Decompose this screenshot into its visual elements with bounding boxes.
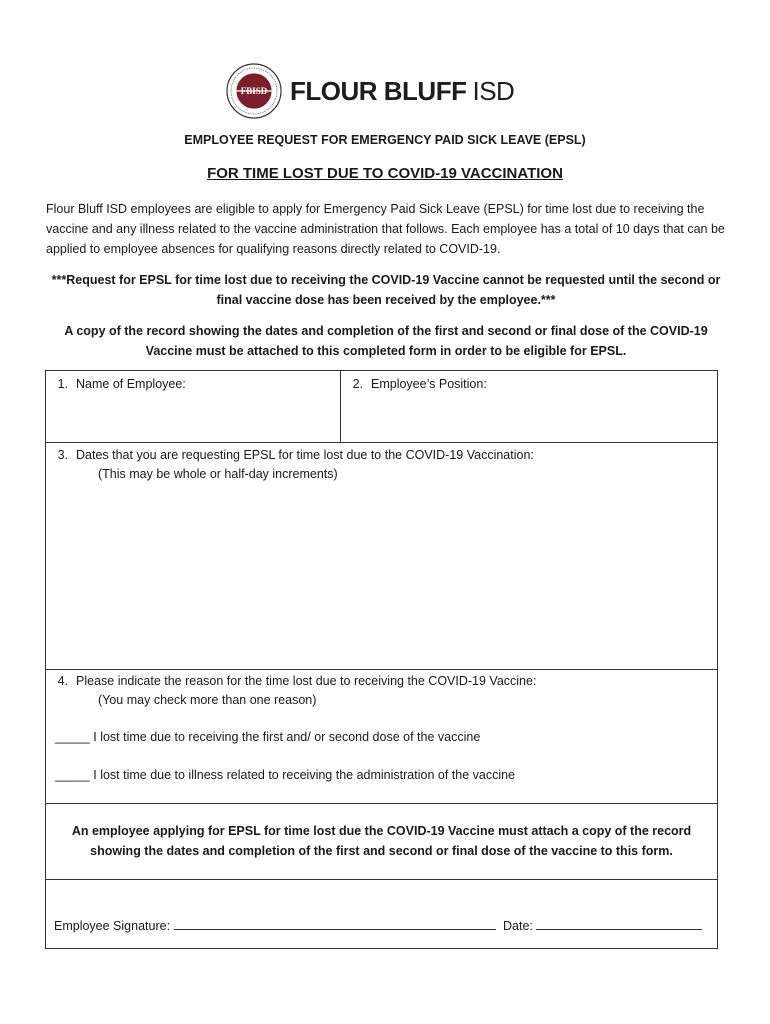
requested-dates-label: Dates that you are requesting EPSL for time lost due to the COVID-19 Vaccination: (76, 448, 534, 462)
brand-wordmark (290, 76, 514, 107)
checkbox-blank-illness[interactable]: _____ (55, 768, 90, 782)
signature-row (54, 917, 702, 933)
attachment-notice: An employee applying for EPSL for time lost due the COVID-19 Vaccine must attach a copy of the record showing the dates and completion of the first and second or final dose of the vaccine to this form. (71, 824, 692, 858)
employee-name-label: Name of Employee: (76, 377, 186, 391)
logo (226, 62, 514, 120)
signature-field[interactable] (174, 917, 496, 930)
requested-dates-hint: (This may be whole or half-day increments) (98, 467, 338, 481)
date-label: Date: (503, 919, 533, 933)
signature-label: Employee Signature: (54, 919, 171, 933)
reason-label: Please indicate the reason for the time lost due to receiving the COVID-19 Vaccine: (76, 674, 537, 688)
q4-number: 4. (57, 674, 68, 688)
form-subtitle-text: FOR TIME LOST DUE TO COVID-19 VACCINATION (207, 165, 563, 182)
q1-number: 1. (57, 377, 68, 391)
employee-name-field[interactable] (46, 371, 340, 442)
reason-option-dose-text: I lost time due to receiving the first and/ or second dose of the vaccine (93, 730, 481, 744)
request-form (45, 370, 718, 949)
requested-dates-field[interactable] (46, 443, 717, 669)
brand-suffix: ISD (472, 75, 515, 106)
q3-number: 3. (57, 448, 68, 462)
employee-position-field[interactable] (341, 371, 718, 442)
district-seal-icon (226, 63, 282, 119)
reason-hint: (You may check more than one reason) (98, 693, 317, 707)
reason-option-illness[interactable] (55, 766, 515, 785)
reason-section (46, 670, 717, 803)
record-requirement: A copy of the record showing the dates and completion of the first and second or final dose of the COVID-19 Vaccine must be attached to this completed form in order to be eligible for EPSL. (64, 324, 708, 358)
date-field[interactable] (536, 917, 702, 930)
form-subtitle (0, 165, 770, 182)
brand-name: FLOUR BLUFF (290, 75, 467, 106)
reason-option-illness-text: I lost time due to illness related to receiving the administration of the vaccine (93, 768, 515, 782)
checkbox-blank-dose[interactable]: _____ (55, 730, 90, 744)
intro-paragraph: Flour Bluff ISD employees are eligible to apply for Emergency Paid Sick Leave (EPSL) for time lost due to receiving the vaccine and any illness related to the vaccine administration that follows. Each employee has a total of 10 days that can be applied to employee absences for qualifying reasons directly related to COVID-19. (46, 202, 725, 256)
seal-text: FBISD (240, 86, 268, 96)
employee-position-label: Employee’s Position: (371, 377, 487, 391)
q2-number: 2. (352, 377, 363, 391)
reason-option-first-second-dose[interactable] (55, 728, 480, 747)
form-title: EMPLOYEE REQUEST FOR EMERGENCY PAID SICK LEAVE (EPSL) (184, 133, 586, 147)
vaccine-dose-notice: ***Request for EPSL for time lost due to receiving the COVID-19 Vaccine cannot be requested until the second or final vaccine dose has been received by the employee.*** (51, 273, 721, 307)
